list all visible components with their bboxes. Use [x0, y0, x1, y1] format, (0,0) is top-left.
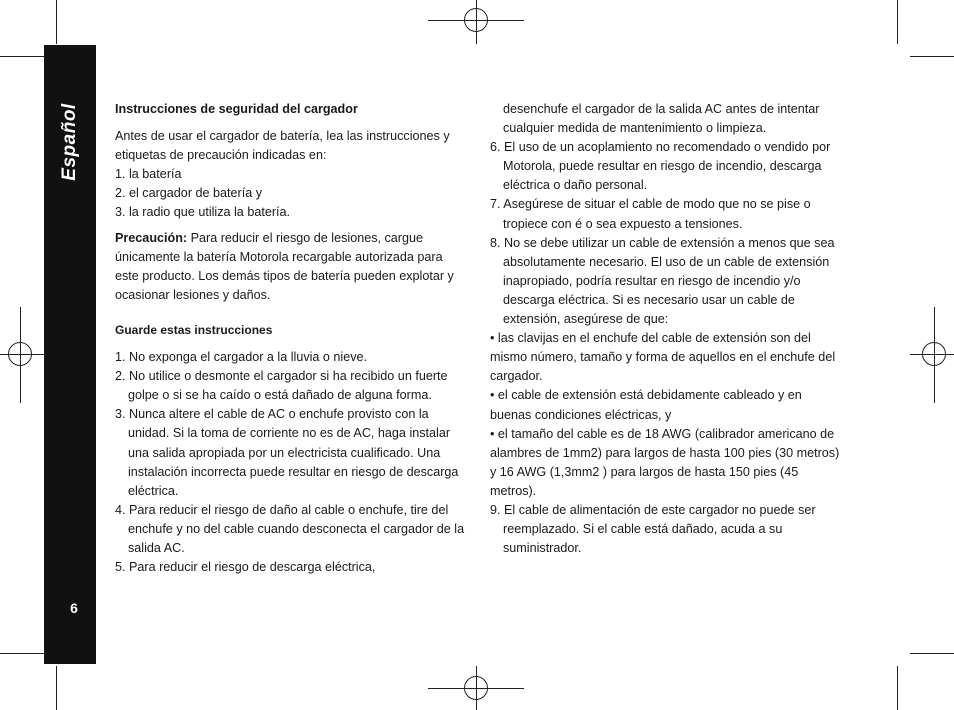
registration-circle: [922, 342, 946, 366]
registration-circle: [464, 8, 488, 32]
intro-item: 3. la radio que utiliza la batería.: [115, 205, 291, 220]
left-column: [115, 100, 465, 577]
list-item: 2. No utilice o desmonte el cargador si ha recibido un fuerte golpe o si se ha caído o está dañado de alguna forma.: [115, 369, 448, 403]
registration-circle: [464, 676, 488, 700]
list-item: 5. Para reducir el riesgo de descarga eléctrica,: [115, 560, 376, 575]
crop-mark: [897, 0, 898, 44]
continuation-text: desenchufe el cargador de la salida AC antes de intentar cualquier medida de mantenimiento o limpieza.: [503, 102, 820, 136]
crop-mark: [0, 56, 44, 57]
right-column: [490, 100, 840, 558]
crop-mark: [0, 653, 44, 654]
crop-mark: [897, 666, 898, 710]
intro-item: 1. la batería: [115, 167, 182, 182]
caution-text: Para reducir el riesgo de lesiones, cargue únicamente la batería Motorola recargable autorizada para este producto. Los demás tipos de batería pueden explotar y ocasionar lesiones y daños.: [115, 230, 454, 302]
list-item: 8. No se debe utilizar un cable de extensión a menos que sea absolutamente necesario. El uso de un cable de extensión inapropiado, podría resultar en riesgo de incendio y/o descarga eléctrica. Si es necesario usar un cable de extensión, asegúrese de que:: [490, 235, 835, 327]
crop-mark: [56, 0, 57, 44]
crop-mark: [910, 56, 954, 57]
bullet-item: • el cable de extensión está debidamente cableado y en buenas condiciones eléctricas, y: [490, 388, 802, 422]
subsection-heading: Guarde estas instrucciones: [115, 322, 273, 337]
caution-label: Precaución:: [115, 230, 188, 245]
intro-paragraph: Antes de usar el cargador de batería, lea las instrucciones y etiquetas de precaución indicadas en:: [115, 129, 450, 163]
language-tab-label: Español: [59, 103, 80, 181]
bullet-item: • el tamaño del cable es de 18 AWG (calibrador americano de alambres de 1mm2) para largos de hasta 100 pies (30 metros) y 16 AWG (1,3mm2 ) para largos de hasta 150 pies (45 metros).: [490, 426, 840, 498]
caution-paragraph: [115, 229, 465, 305]
intro-item: 2. el cargador de batería y: [115, 186, 263, 201]
list-item: 3. Nunca altere el cable de AC o enchufe provisto con la unidad. Si la toma de corriente no es de AC, haga instalar una salida apropiada por un electricista cualificado. Una instalación incorrecta puede resultar en riesgo de descarga eléctrica.: [115, 407, 459, 498]
list-item: 7. Asegúrese de situar el cable de modo que no se pise o tropiece con é o sea expuesto a tensiones.: [490, 197, 811, 231]
registration-circle: [8, 342, 32, 366]
list-item: 9. El cable de alimentación de este cargador no puede ser reemplazado. Si el cable está dañado, acuda a su suministrador.: [490, 502, 816, 556]
page-number: 6: [70, 600, 78, 616]
crop-mark: [910, 653, 954, 654]
list-item: 6. El uso de un acoplamiento no recomendado o vendido por Motorola, puede resultar en riesgo de incendio, descarga eléctrica o daño personal.: [490, 140, 831, 193]
list-item: 4. Para reducir el riesgo de daño al cable o enchufe, tire del enchufe y no del cable cuando desconecta el cargador de la salida AC.: [115, 502, 465, 555]
list-item: 1. No exponga el cargador a la lluvia o nieve.: [115, 350, 368, 365]
crop-mark: [56, 666, 57, 710]
bullet-item: • las clavijas en el enchufe del cable de extensión son del mismo número, tamaño y forma de aquellos en el enchufe del cargador.: [490, 331, 836, 384]
section-heading: Instrucciones de seguridad del cargador: [115, 102, 358, 116]
